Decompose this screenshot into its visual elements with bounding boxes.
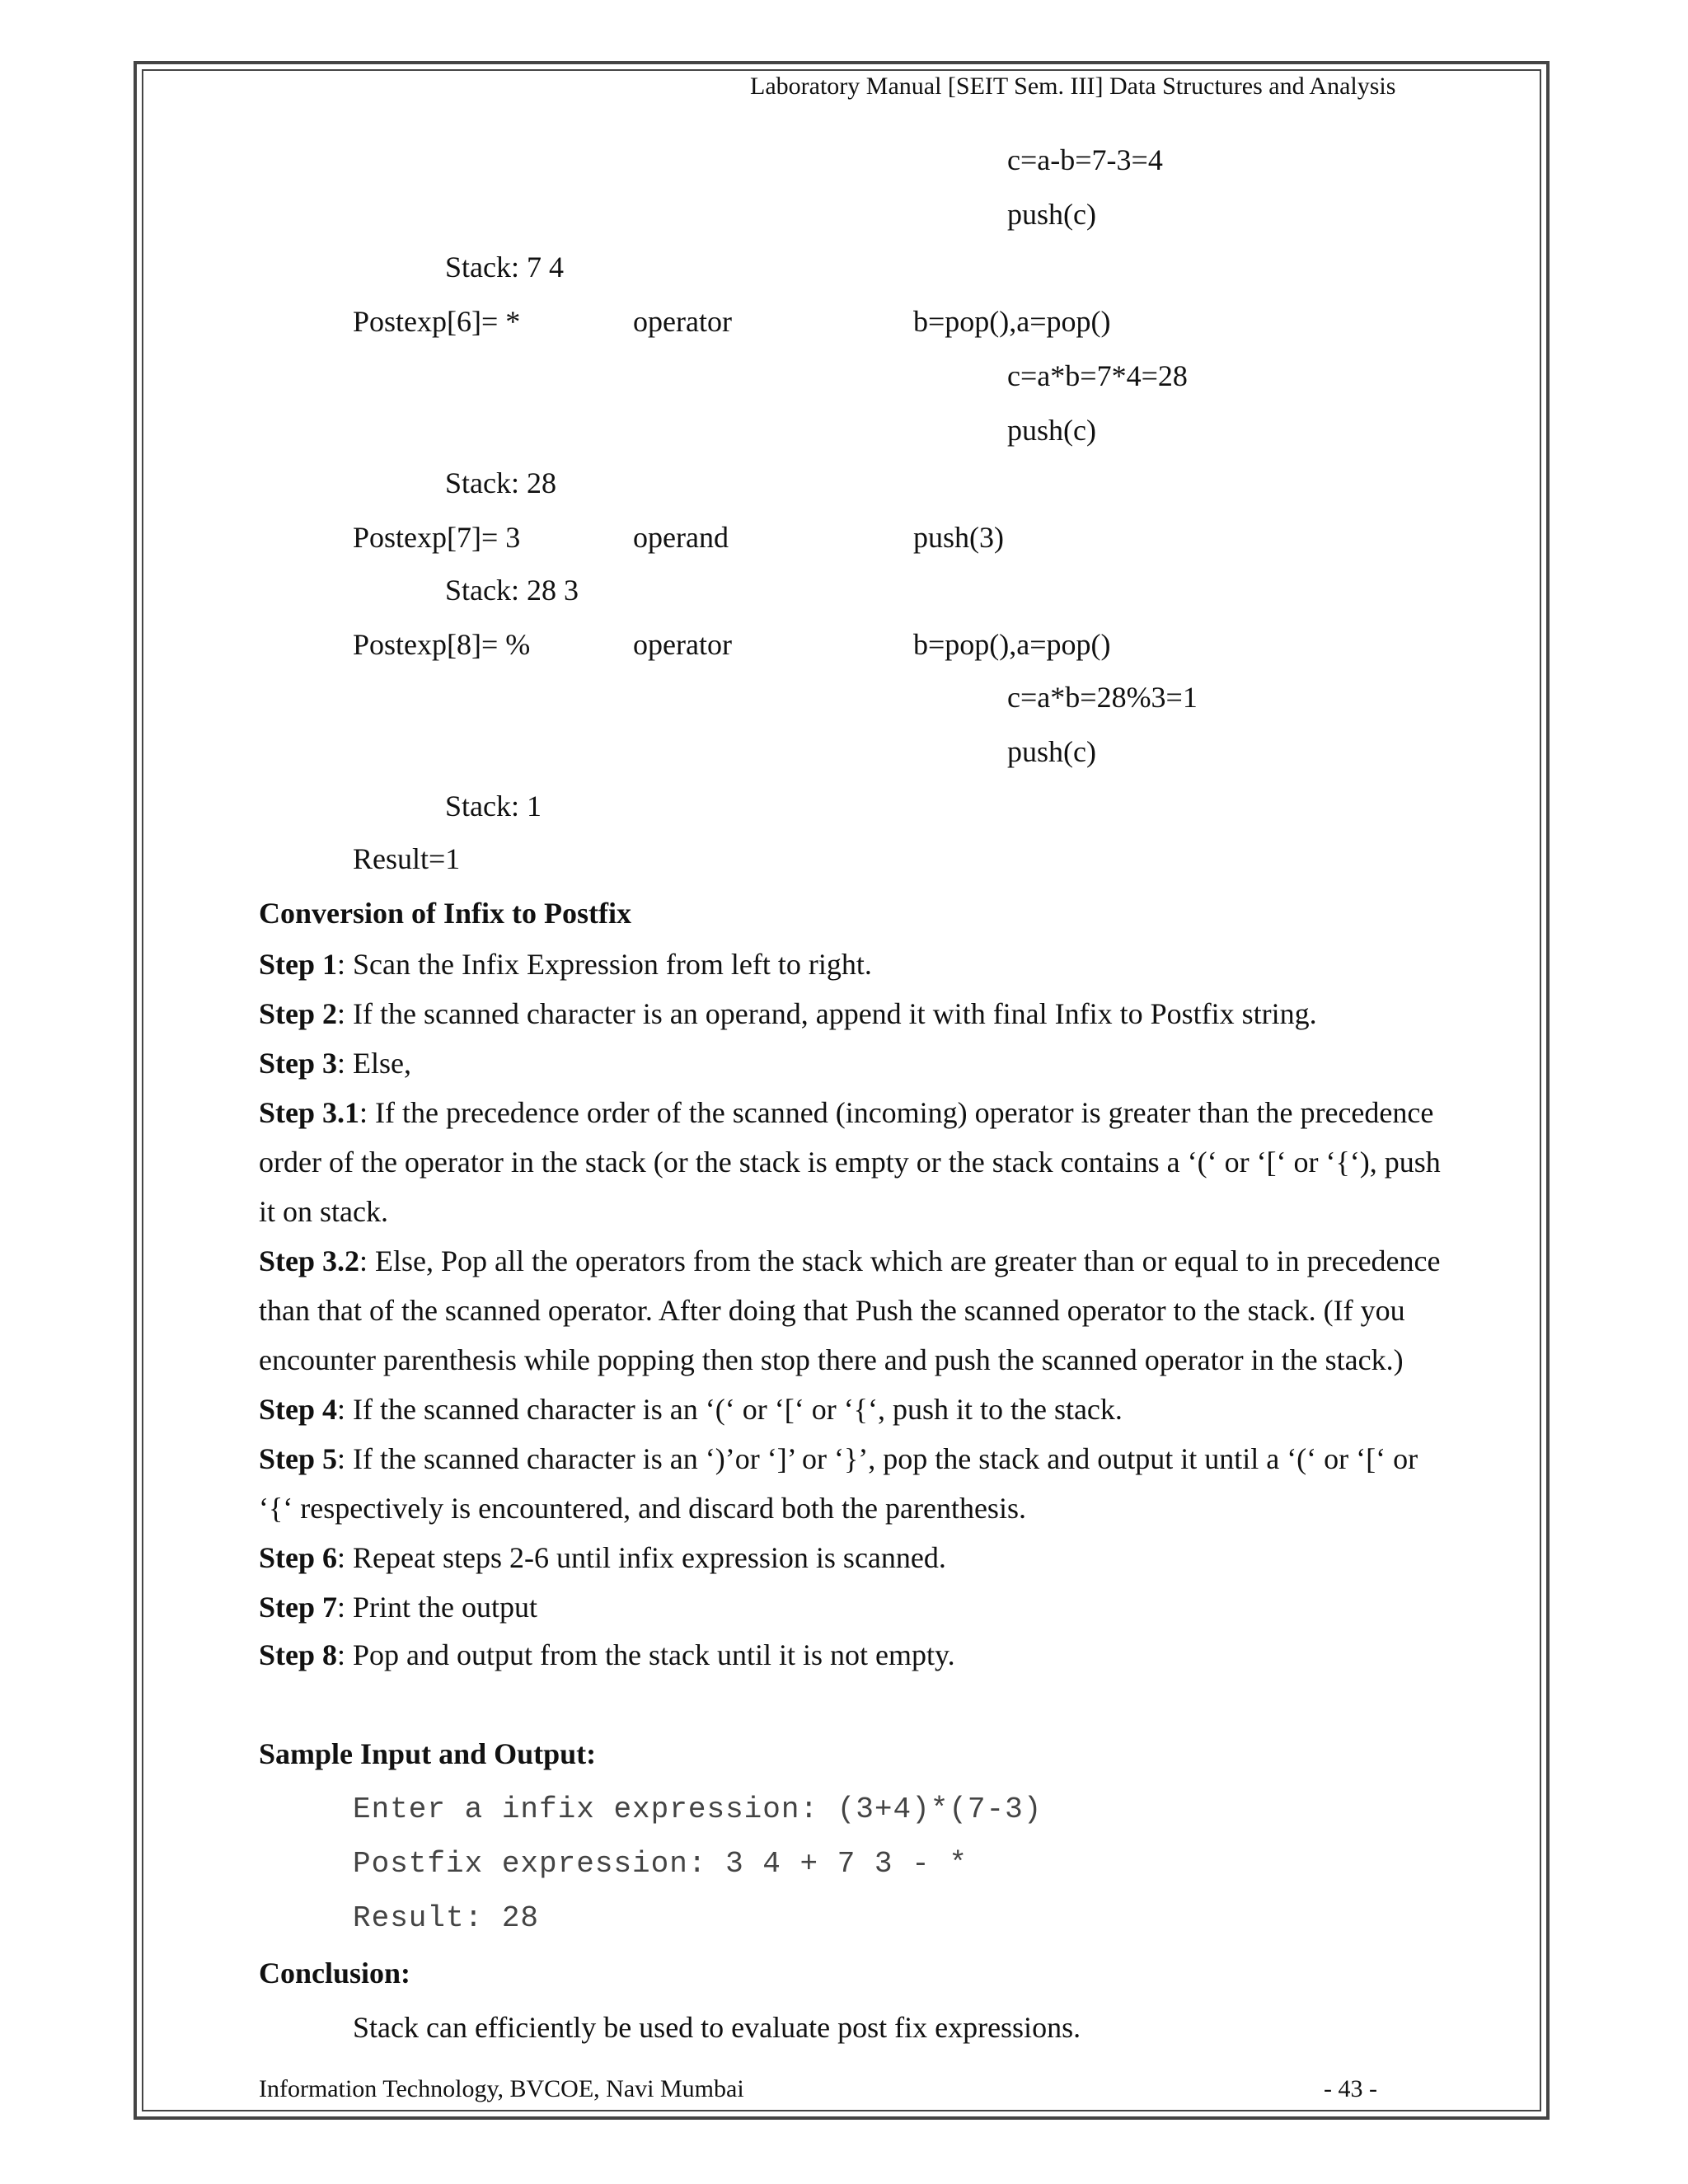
result-line: Result=1 <box>353 842 461 875</box>
steps-list <box>259 940 1446 1678</box>
conclusion-text: Stack can efficiently be used to evaluate post fix expressions. <box>353 2011 1081 2044</box>
trace-line: c=a-b=7-3=4 <box>1007 143 1163 176</box>
token-type: operand <box>633 521 729 554</box>
step <box>259 989 1446 1038</box>
postexp-label: Postexp[7]= 3 <box>353 521 521 554</box>
sample-title: Sample Input and Output: <box>259 1737 597 1770</box>
token-type: operator <box>633 305 732 338</box>
step <box>259 1582 1446 1632</box>
sample-input-line: Enter a infix expression: (3+4)*(7-3) <box>353 1793 1043 1826</box>
step <box>259 1236 1446 1385</box>
step-label: Step 2 <box>259 997 338 1030</box>
token-action: b=pop(),a=pop() <box>913 305 1111 338</box>
step <box>259 1385 1446 1434</box>
sample-output-line: Postfix expression: 3 4 + 7 3 - * <box>353 1847 968 1881</box>
step-text: : Scan the Infix Expression from left to right. <box>337 948 872 981</box>
step-text: : If the scanned character is an ‘)’or ‘]’ or ‘}’, pop the stack and output it until a ‘(‘ or ‘[‘ or ‘{‘ respectively is encountered, and discard both the parenthesis. <box>259 1442 1418 1525</box>
conclusion-title: Conclusion: <box>259 1957 411 1990</box>
step-text: : Repeat steps 2-6 until infix expression is scanned. <box>337 1541 946 1574</box>
step-text: : Else, Pop all the operators from the stack which are greater than or equal to in precedence than that of the scanned operator. After doing that Push the scanned operator to the stack. (If you encounter parenthesis while popping then stop there and push the scanned operator in the stack.) <box>259 1244 1441 1376</box>
postexp-label: Postexp[8]= % <box>353 628 531 661</box>
step-label: Step 8 <box>259 1638 338 1671</box>
step-label: Step 6 <box>259 1541 338 1574</box>
step <box>259 1533 1446 1582</box>
step-label: Step 4 <box>259 1393 338 1426</box>
step <box>259 940 1446 989</box>
page-header: Laboratory Manual [SEIT Sem. III] Data Structures and Analysis <box>750 73 1396 100</box>
stack-state: Stack: 28 3 <box>445 574 579 607</box>
step-label: Step 1 <box>259 948 338 981</box>
step <box>259 1434 1446 1533</box>
trace-line: c=a*b=28%3=1 <box>1007 681 1198 714</box>
step <box>259 1038 1446 1088</box>
step <box>259 1632 1446 1678</box>
step-text: : If the scanned character is an operand, append it with final Infix to Postfix string. <box>337 997 1317 1030</box>
step-text: : If the scanned character is an ‘(‘ or ‘[‘ or ‘{‘, push it to the stack. <box>337 1393 1123 1426</box>
step-label: Step 3.2 <box>259 1244 360 1277</box>
token-type: operator <box>633 628 732 661</box>
stack-state: Stack: 1 <box>445 790 542 823</box>
section-title: Conversion of Infix to Postfix <box>259 897 631 930</box>
step-text: : Pop and output from the stack until it is not empty. <box>337 1638 955 1671</box>
trace-line: c=a*b=7*4=28 <box>1007 359 1188 392</box>
trace-line: push(c) <box>1007 735 1096 768</box>
step-label: Step 5 <box>259 1442 338 1475</box>
trace-line: push(c) <box>1007 414 1096 447</box>
page-number: - 43 - <box>1324 2075 1377 2102</box>
trace-line: push(c) <box>1007 198 1096 231</box>
stack-state: Stack: 7 4 <box>445 251 564 284</box>
step-text: : If the precedence order of the scanned (incoming) operator is greater than the precedence order of the operator in the stack (or the stack is empty or the stack contains a ‘(‘ or ‘[‘ or ‘{‘), push it on stack. <box>259 1096 1441 1228</box>
step-text: : Else, <box>337 1047 411 1080</box>
sample-result-line: Result: 28 <box>353 1901 540 1935</box>
step-label: Step 3 <box>259 1047 338 1080</box>
footer-left: Information Technology, BVCOE, Navi Mumbai <box>259 2075 744 2102</box>
step-label: Step 7 <box>259 1591 338 1624</box>
token-action: push(3) <box>913 521 1004 554</box>
step-label: Step 3.1 <box>259 1096 360 1129</box>
step <box>259 1088 1446 1236</box>
step-text: : Print the output <box>337 1591 538 1624</box>
token-action: b=pop(),a=pop() <box>913 628 1111 661</box>
stack-state: Stack: 28 <box>445 466 556 499</box>
postexp-label: Postexp[6]= * <box>353 305 521 338</box>
